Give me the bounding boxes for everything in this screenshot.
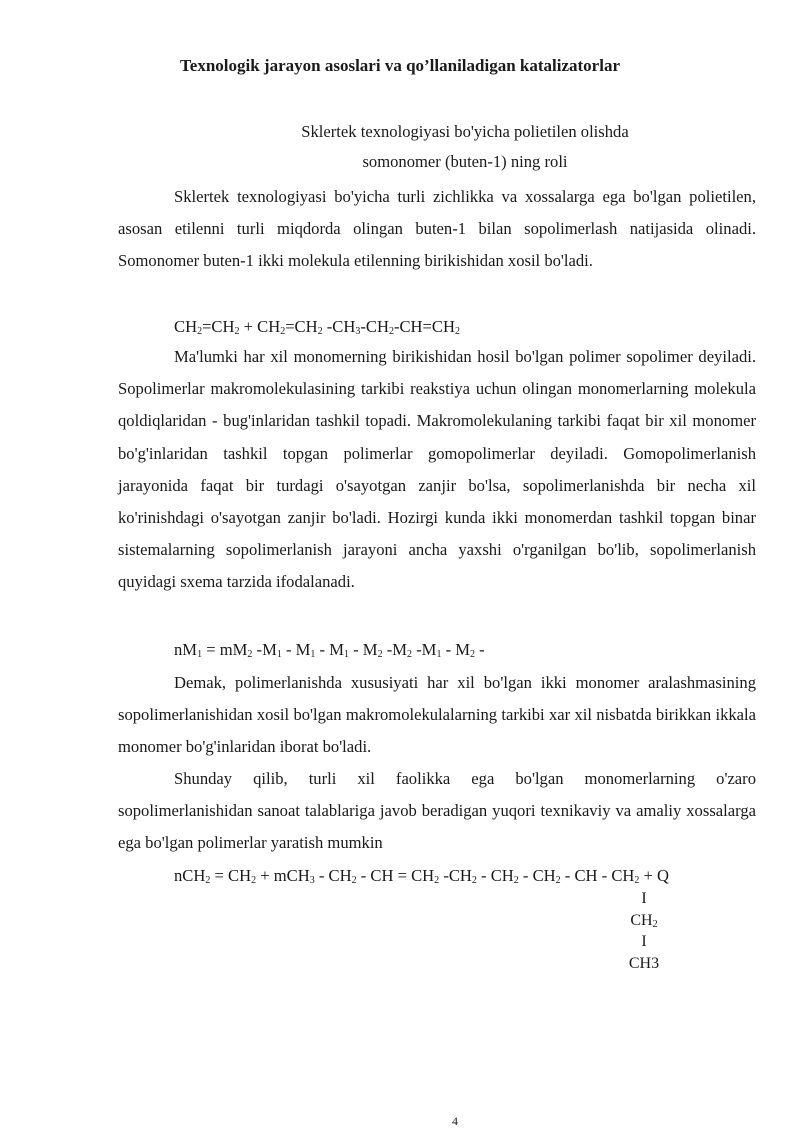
formula-butene-synthesis: $CH_2=CH_2 + CH_2=CH_2$ $-CH_3-CH_2-CH=CH_2$ <box>174 317 460 337</box>
paragraph-3 <box>118 667 756 764</box>
formula-side-chain <box>618 888 670 974</box>
paragraph-4-text: Shunday qilib, turli xil faolikka ega bo'lgan monomerlarning o'zaro sopolimerlanishidan sanoat talablariga javob beradigan yuqori texnikaviy va amaliy xossalarga ega bo'lgan polimerlar yaratish mumkin <box>118 769 756 853</box>
bond-2: I <box>641 933 647 950</box>
paragraph-3-text: Demak, polimerlanishda xususiyati har xil bo'lgan ikki monomer aralashmasining sopolimerlanishidan xosil bo'lgan makromolekulalarning tarkibi xar xil nisbatda birikkan ikkala monomer bo'g'inlaridan iborat bo'ladi. <box>118 673 756 757</box>
section-subtitle-line1: Sklertek texnologiyasi bo'yicha polietilen olishda <box>301 122 629 141</box>
page-number: 4 <box>452 1114 458 1128</box>
bond-1: I <box>641 890 647 907</box>
paragraph-2-text: Ma'lumki har xil monomerning birikishidan hosil bo'lgan polimer sopolimer deyiladi. Sopolimerlar makromolekulasining tarkibi reakstiya uchun olingan monomerlarning molekula qoldiqlaridan - bug'inlaridan tashkil topadi. Makromolekulaning tarkibi faqat bir xil monomer bo'g'inlaridan tashkil topgan polimerlar gomopolimerlar deyiladi. Gomopolimerlanish jarayonida faqat bir turdagi o'sayotgan zanjir bo'lsa, sopolimerlanishda bir necha xil ko'rinishdagi o'sayotgan zanjir bo'ladi. Hozirgi kunda ikki monomerdan tashkil topgan binar sistemalarning sopolimerlanish jarayoni ancha yaxshi o'rganilgan bo'lib, sopolimerlanish quyidagi sxema tarzida ifodalanadi. <box>118 347 756 592</box>
paragraph-1 <box>118 181 756 278</box>
paragraph-2 <box>118 341 756 599</box>
formula-polyethylene-copolymer: $nCH_2 = CH_2 + mCH_3 - CH_2$ - CH = $CH_2$ $-CH_2 - CH_2 - CH_2$ - CH - $CH_2 + Q$ <box>174 866 670 886</box>
side-group-ch2: $CH_2$ <box>630 911 658 930</box>
side-group-ch3: CH3 <box>628 954 660 972</box>
paragraph-1-text: Sklertek texnologiyasi bo'yicha turli zichlikka va xossalarga ega bo'lgan polietilen, asosan etilenni turli miqdorda olingan buten-1 bilan sopolimerlash natijasida olinadi. Somonomer buten-1 ikki molekula etilenning birikishidan xosil bo'ladi. <box>118 187 756 271</box>
paragraph-4 <box>118 763 756 860</box>
formula-copolymerization-scheme: $nM_1 = mM_2$ $-M_1 - M_1 - M_1 - M_2$ $-M_2$ $-M_1 - M_2$ - <box>174 640 485 660</box>
section-subtitle-line2: somonomer (buten-1) ning roli <box>362 152 568 171</box>
document-title: Texnologik jarayon asoslari va qo’llaniladigan katalizatorlar <box>180 56 620 75</box>
